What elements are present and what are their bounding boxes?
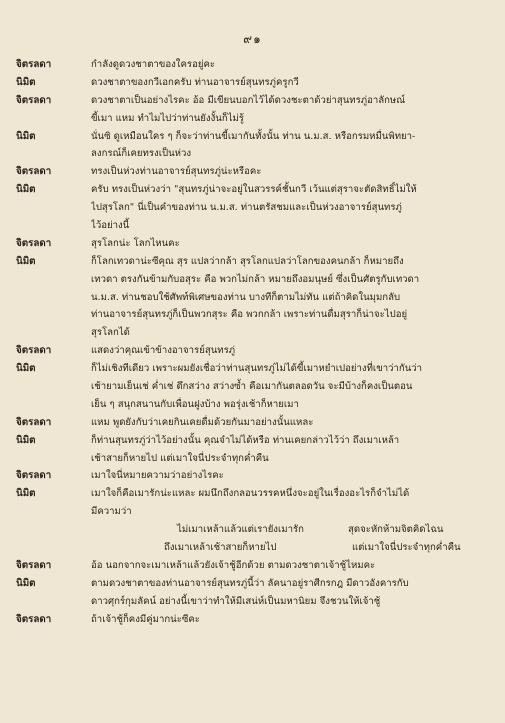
dialogue-body bbox=[0, 56, 505, 629]
speaker-name: นิมิต bbox=[16, 577, 36, 589]
dialogue-line bbox=[0, 503, 505, 521]
dialogue-text: กำลังดูดวงชาตาของใครอยู่คะ bbox=[91, 59, 216, 70]
speaker-name: จิตรลดา bbox=[16, 166, 52, 178]
dialogue-line bbox=[0, 611, 505, 629]
speaker-name: นิมิต bbox=[16, 434, 36, 446]
dialogue-line bbox=[0, 217, 505, 235]
dialogue-line bbox=[0, 271, 505, 289]
dialogue-line bbox=[0, 450, 505, 468]
dialogue-text: เมาใจนี่หมายความว่าอย่างไรคะ bbox=[91, 470, 224, 482]
dialogue-text: แสดงว่าคุณเข้าข้างอาจารย์สุนทรภู่ bbox=[91, 345, 236, 357]
page-number: ๙๑ bbox=[243, 32, 262, 46]
speaker-name: จิตรลดา bbox=[16, 59, 52, 70]
dialogue-line bbox=[0, 360, 505, 378]
dialogue-text: สุรโลกน่ะ โลกไหนคะ bbox=[91, 237, 180, 249]
verse-first-half: ไม่เมาเหล้าแล้วแต่เรายังเมารัก bbox=[177, 524, 304, 536]
verse-first-half: ถึงเมาเหล้าเช้าสายก็หายไป bbox=[164, 542, 277, 554]
dialogue-text: อ้อ นอกจากจะเมาเหล้าแล้วยังเจ้าชู้อีกด้วย ตามดวงชาตาเจ้าชู้ไหมคะ bbox=[91, 559, 376, 571]
dialogue-line bbox=[0, 110, 505, 128]
dialogue-text: เช้ายามเย็นเช่ ค่ำเช่ ดึกสว่าง สว่างซ้ำ คือเมากันตลอดวัน จะมีบ้างก็คงเป็นตอน bbox=[91, 381, 413, 393]
dialogue-text: เช้าสายก็หายไป แต่เมาใจนี่ประจำทุกค่ำคืน bbox=[91, 452, 269, 464]
dialogue-text: ไว้อย่างนี้ bbox=[91, 220, 130, 232]
dialogue-text: ทรงเป็นห่วงท่านอาจารย์สุนทรภู่น่ะหรือคะ bbox=[91, 166, 262, 178]
verse-second-half: สุดจะหักห้ามจิตคิดไฉน bbox=[348, 524, 444, 536]
dialogue-text: ดวงชาตาเป็นอย่างไรคะ อ้อ มีเขียนบอกไว้ได้ดวงชะตาด้วย่าสุนทรภู่อาลักษณ์ bbox=[91, 94, 406, 106]
dialogue-line bbox=[0, 235, 505, 253]
verse-second-half: แต่เมาใจนี่ประจำทุกค่ำคืน bbox=[352, 542, 461, 554]
dialogue-line bbox=[0, 92, 505, 110]
dialogue-text: ถ้าเจ้าชู้ก็คงมีคู่มากน่ะซีคะ bbox=[91, 613, 200, 625]
dialogue-text: สุรโลกได้ bbox=[91, 327, 130, 339]
dialogue-line bbox=[0, 342, 505, 360]
dialogue-line bbox=[0, 199, 505, 217]
dialogue-text: ไปสุรโลก" นี่เป็นคำของท่าน น.ม.ส. ท่านตรัสชมและเป็นห่วงอาจารย์สุนทรภู่ bbox=[91, 202, 402, 214]
dialogue-text: ขี้เมา แหม ทำไมไปว่าท่านยังงั้นก็ไม่รู้ bbox=[91, 112, 244, 124]
dialogue-line bbox=[0, 253, 505, 271]
speaker-name: นิมิต bbox=[16, 488, 36, 500]
speaker-name: จิตรลดา bbox=[16, 345, 52, 357]
speaker-name: จิตรลดา bbox=[16, 613, 52, 625]
dialogue-line bbox=[0, 485, 505, 503]
dialogue-text: ดวงชาตาของกวีเอกครับ ท่านอาจารย์สุนทรภู่ครูกวี bbox=[91, 76, 299, 88]
dialogue-line bbox=[0, 74, 505, 92]
speaker-name: จิตรลดา bbox=[16, 470, 52, 482]
speaker-name: จิตรลดา bbox=[16, 416, 52, 428]
dialogue-line bbox=[0, 306, 505, 324]
dialogue-line bbox=[0, 575, 505, 593]
dialogue-text: ท่านอาจารย์สุนทรภู่ก็เป็นพวกสุระ คือ พวกกล้า เพราะท่านดื่มสุราก็น่าจะไปอยู่ bbox=[91, 309, 408, 321]
dialogue-line bbox=[0, 56, 505, 74]
speaker-name: นิมิต bbox=[16, 255, 36, 267]
dialogue-line bbox=[0, 145, 505, 163]
dialogue-line bbox=[0, 557, 505, 575]
speaker-name: นิมิต bbox=[16, 130, 36, 142]
dialogue-text: ดาวศุกร์กุมลัคน์ อย่างนี้เขาว่าทำให้มีเสน่ห์เป็นมหานิยม จึงชวนให้เจ้าชู้ bbox=[91, 595, 381, 607]
dialogue-line bbox=[0, 396, 505, 414]
dialogue-line bbox=[0, 593, 505, 611]
dialogue-line bbox=[0, 414, 505, 432]
speaker-name: นิมิต bbox=[16, 76, 36, 88]
dialogue-line bbox=[0, 324, 505, 342]
dialogue-line bbox=[0, 467, 505, 485]
dialogue-text: เย็น ๆ สนุกสนานกับเพื่อนฝูงบ้าง พอรุ่งเช้าก็หายเมา bbox=[91, 398, 299, 410]
dialogue-text: น.ม.ส. ท่านชอบใช้ศัพท์พิเศษของท่าน บางทีก็ตามไม่ทัน แต่ถ้าคิดในมุมกลับ bbox=[91, 291, 401, 303]
dialogue-text: ก็ไม่เชิงทีเดียว เพราะผมยังเชื่อว่าท่านสุนทรภู่ไม่ได้ขี้เมาหยำเปอย่างที่เขาว่ากันว่า bbox=[91, 363, 423, 375]
dialogue-line bbox=[0, 289, 505, 307]
dialogue-text: ลงกรณ์ก็เคยทรงเป็นห่วง bbox=[91, 148, 192, 160]
speaker-name: จิตรลดา bbox=[16, 559, 52, 571]
dialogue-text: แหม พูดยังกับว่าเคยกินเคยดื่มด้วยกันมาอย่างนั้นแหละ bbox=[91, 416, 314, 428]
dialogue-line bbox=[0, 432, 505, 450]
dialogue-line bbox=[0, 181, 505, 199]
speaker-name: นิมิต bbox=[16, 184, 36, 196]
speaker-name: จิตรลดา bbox=[16, 94, 52, 106]
speaker-name: จิตรลดา bbox=[16, 237, 52, 249]
dialogue-text: ครับ ทรงเป็นห่วงว่า "สุนทรภู่น่าจะอยู่ในสวรรค์ชั้นกวี เว้นแต่สุราจะตัดสิทธิ์ไม่ให้ bbox=[91, 184, 417, 196]
dialogue-line bbox=[0, 378, 505, 396]
dialogue-text: มีความว่า bbox=[91, 506, 132, 518]
dialogue-text: นั่นซิ ดูเหมือนใคร ๆ ก็จะว่าท่านขี้เมากันทั้งนั้น ท่าน น.ม.ส. หรือกรมหมื่นพิทยา- bbox=[91, 130, 416, 142]
dialogue-text: เมาใจก็คือเมารักน่ะแหละ ผมนึกถึงกลอนวรรคหนึ่งจะอยู่ในเรื่องอะไรก็จำไม่ได้ bbox=[91, 488, 410, 500]
verse-line bbox=[0, 539, 505, 557]
speaker-name: นิมิต bbox=[16, 363, 36, 375]
dialogue-line bbox=[0, 128, 505, 146]
dialogue-text: ก็ท่านสุนทรภู่ว่าไว้อย่างนั้น คุณจำไม่ได้หรือ ท่านเคยกล่าวไว้ว่า ถึงเมาเหล้า bbox=[91, 434, 400, 446]
dialogue-text: ตามดวงชาตาของท่านอาจารย์สุนทรภู่นี้ว่า ลัคนาอยู่ราศีกรกฎ มีดาวอังคารกับ bbox=[91, 577, 409, 589]
dialogue-text: ก็โลกเทวดาน่ะซีคุณ สุร แปลว่ากล้า สุรโลกแปลว่าโลกของคนกล้า ก็หมายถึง bbox=[91, 255, 404, 267]
dialogue-line bbox=[0, 163, 505, 181]
verse-line bbox=[0, 521, 505, 539]
dialogue-text: เทวดา ตรงกันข้ามกับอสุระ คือ พวกไม่กล้า หมายถึงอมนุษย์ ซึ่งเป็นศัตรูกับเทวดา bbox=[91, 273, 420, 285]
